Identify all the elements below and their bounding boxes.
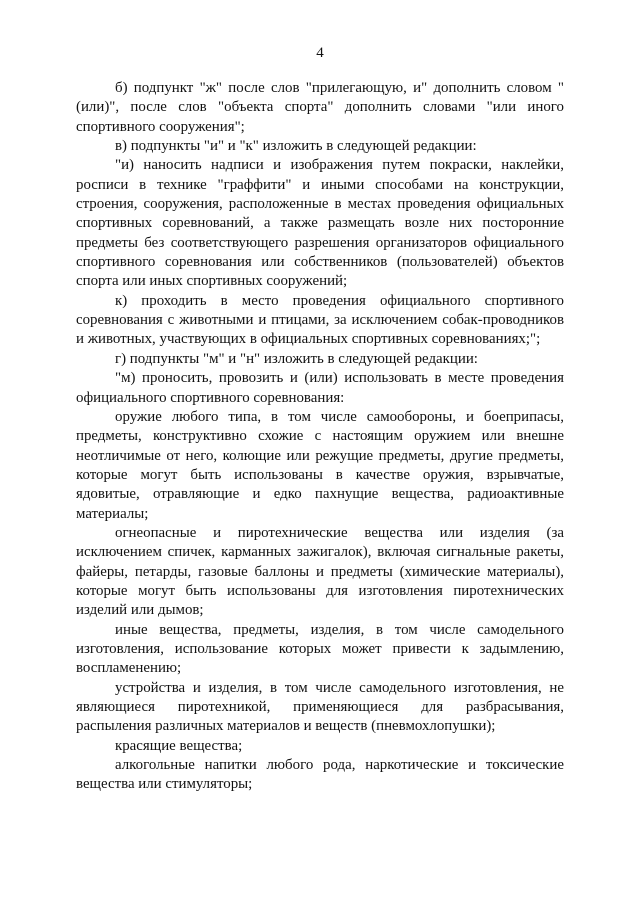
paragraph-alcohol-drugs: алкогольные напитки любого рода, наркотические и токсические вещества или стимуляторы; <box>76 757 564 793</box>
paragraph-pyrotechnics: огнеопасные и пиротехнические вещества или изделия (за исключением спичек, карманных зажигалок), включая сигнальные ракеты, файеры, петарды, газовые баллоны и предметы (химические материалы), которые могут быть использованы для изготовления пиротехнических изделий или дымов; <box>76 524 564 619</box>
paragraph-subpoint-m: "м) проносить, провозить и (или) использовать в месте проведения официального спортивного соревнования: <box>76 370 564 406</box>
paragraph-amend-subpoint-zh: б) подпункт "ж" после слов "прилегающую, и" дополнить словом "(или)", после слов "объекта спорта" дополнить словами "или иного спортивного сооружения"; <box>76 80 564 135</box>
document-body <box>76 79 564 795</box>
paragraph-amend-subpoints-m-n: г) подпункты "м" и "н" изложить в следующей редакции: <box>115 350 478 367</box>
paragraph-weapons: оружие любого типа, в том числе самообороны, и боеприпасы, предметы, конструктивно схожие с настоящим оружием или внешне неотличимые от него, колющие или режущие предметы, другие предметы, которые могут быть использованы в качестве оружия, взрывчатые, ядовитые, отравляющие и едко пахнущие вещества, радиоактивные материалы; <box>76 408 564 522</box>
paragraph-spraying-devices: устройства и изделия, в том числе самодельного изготовления, не являющиеся пиротехникой, применяющиеся для разбрасывания, распыления различных материалов и веществ (пневмохлопушки); <box>76 679 564 735</box>
page-number: 4 <box>316 45 324 61</box>
paragraph-subpoint-k: к) проходить в место проведения официального спортивного соревнования с животными и птицами, за исключением собак-проводников и животных, участвующих в официальных спортивных соревнованиях;"; <box>76 292 564 348</box>
paragraph-coloring-substances: красящие вещества; <box>115 737 243 754</box>
paragraph-amend-subpoints-i-k: в) подпункты "и" и "к" изложить в следующей редакции: <box>115 138 477 155</box>
paragraph-subpoint-i: "и) наносить надписи и изображения путем покраски, наклейки, росписи в технике "граффити" и иными способами на конструкции, строения, сооружения, расположенные в местах проведения официальных спортивных соревнований, а также размещать возле них посторонние предметы без соответствующего разрешения организаторов официального спортивного соревнования или собственников (пользователей) объектов спорта или иных спортивных сооружений; <box>76 157 564 290</box>
paragraph-flammable-items: иные вещества, предметы, изделия, в том числе самодельного изготовления, использование которых может привести к задымлению, воспламенению; <box>76 621 564 677</box>
